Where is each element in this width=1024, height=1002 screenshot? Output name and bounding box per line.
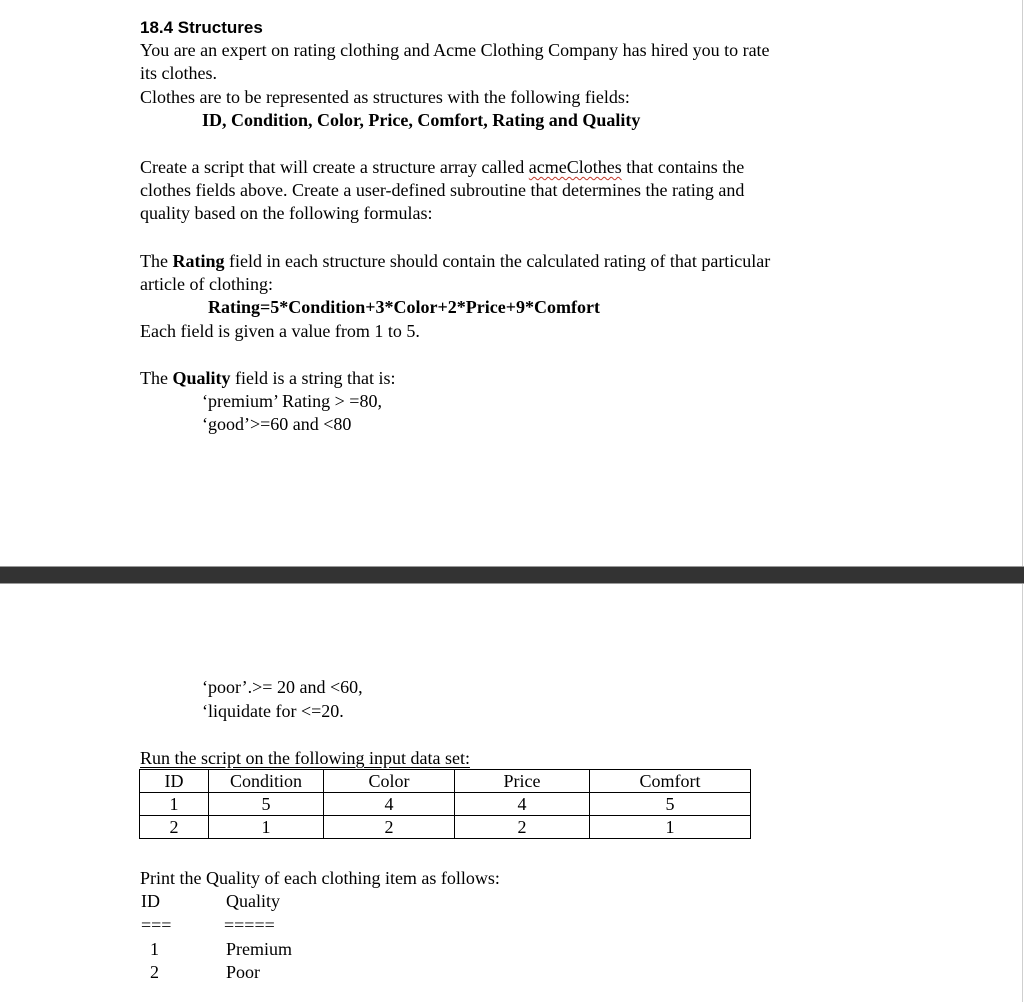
table-header-condition: Condition xyxy=(209,770,324,793)
run-instruction-text: Run the script on the following input data set: xyxy=(140,748,470,768)
input-data-table xyxy=(139,769,751,839)
section-heading: 18.4 Structures xyxy=(140,18,263,37)
table-header-color: Color xyxy=(324,770,455,793)
quality-rule-premium: ‘premium’ Rating > =80, xyxy=(202,391,382,411)
output-separator-id: === xyxy=(141,915,172,935)
table-header-comfort: Comfort xyxy=(590,770,751,793)
quality-para-line-1 xyxy=(140,367,395,390)
table-row xyxy=(140,816,751,839)
script-para-line-1 xyxy=(140,156,744,179)
output-header-id: ID xyxy=(141,891,160,911)
table-row xyxy=(140,793,751,816)
fields-list: ID, Condition, Color, Price, Comfort, Rating and Quality xyxy=(202,110,641,130)
rating-para-line-2: article of clothing: xyxy=(140,274,273,294)
quality-rule-liquidate: ‘liquidate for <=20. xyxy=(202,701,344,721)
script-para-text: that contains the xyxy=(621,157,745,177)
table-cell: 2 xyxy=(324,816,455,839)
quality-para-text: field is a string that is: xyxy=(230,368,396,388)
table-header-row xyxy=(140,770,751,793)
output-row-quality: Poor xyxy=(226,962,261,982)
output-row-id: 2 xyxy=(150,962,159,982)
table-cell: 5 xyxy=(209,793,324,816)
script-para-line-3: quality based on the following formulas: xyxy=(140,203,433,223)
table-cell: 1 xyxy=(590,816,751,839)
quality-rule-good: ‘good’>=60 and <80 xyxy=(202,414,352,434)
script-para-text: Create a script that will create a structure array called xyxy=(140,157,529,177)
table-cell: 1 xyxy=(140,793,209,816)
page-divider xyxy=(0,566,1024,584)
table-cell: 4 xyxy=(455,793,590,816)
print-instruction: Print the Quality of each clothing item as follows: xyxy=(140,868,500,888)
table-cell: 4 xyxy=(324,793,455,816)
rating-para-text: The xyxy=(140,251,173,271)
rating-formula: Rating=5*Condition+3*Color+2*Price+9*Comfort xyxy=(208,297,600,317)
intro-line-2: its clothes. xyxy=(140,63,217,83)
output-separator-quality: ===== xyxy=(224,915,275,935)
rating-range: Each field is given a value from 1 to 5. xyxy=(140,321,420,341)
script-para-line-2: clothes fields above. Create a user-defined subroutine that determines the rating and xyxy=(140,180,745,200)
output-row-quality: Premium xyxy=(226,939,292,959)
rating-para-line-1 xyxy=(140,250,770,273)
intro-line-3: Clothes are to be represented as structures with the following fields: xyxy=(140,87,630,107)
output-header-quality: Quality xyxy=(226,891,280,911)
var-acmeclothes: acmeClothes xyxy=(528,157,622,177)
output-row-id: 1 xyxy=(150,939,159,959)
quality-rule-poor: ‘poor’.>= 20 and <60, xyxy=(202,677,363,697)
table-header-price: Price xyxy=(455,770,590,793)
table-cell: 2 xyxy=(455,816,590,839)
table-header-id: ID xyxy=(140,770,209,793)
rating-field-name: Rating xyxy=(172,251,225,271)
quality-para-text: The xyxy=(140,368,173,388)
table-cell: 5 xyxy=(590,793,751,816)
table-cell: 1 xyxy=(209,816,324,839)
run-instruction xyxy=(140,747,470,770)
table-cell: 2 xyxy=(140,816,209,839)
rating-para-text: field in each structure should contain the calculated rating of that particular xyxy=(224,251,771,271)
intro-line-1: You are an expert on rating clothing and Acme Clothing Company has hired you to rate xyxy=(140,40,770,60)
quality-field-name: Quality xyxy=(172,368,231,388)
